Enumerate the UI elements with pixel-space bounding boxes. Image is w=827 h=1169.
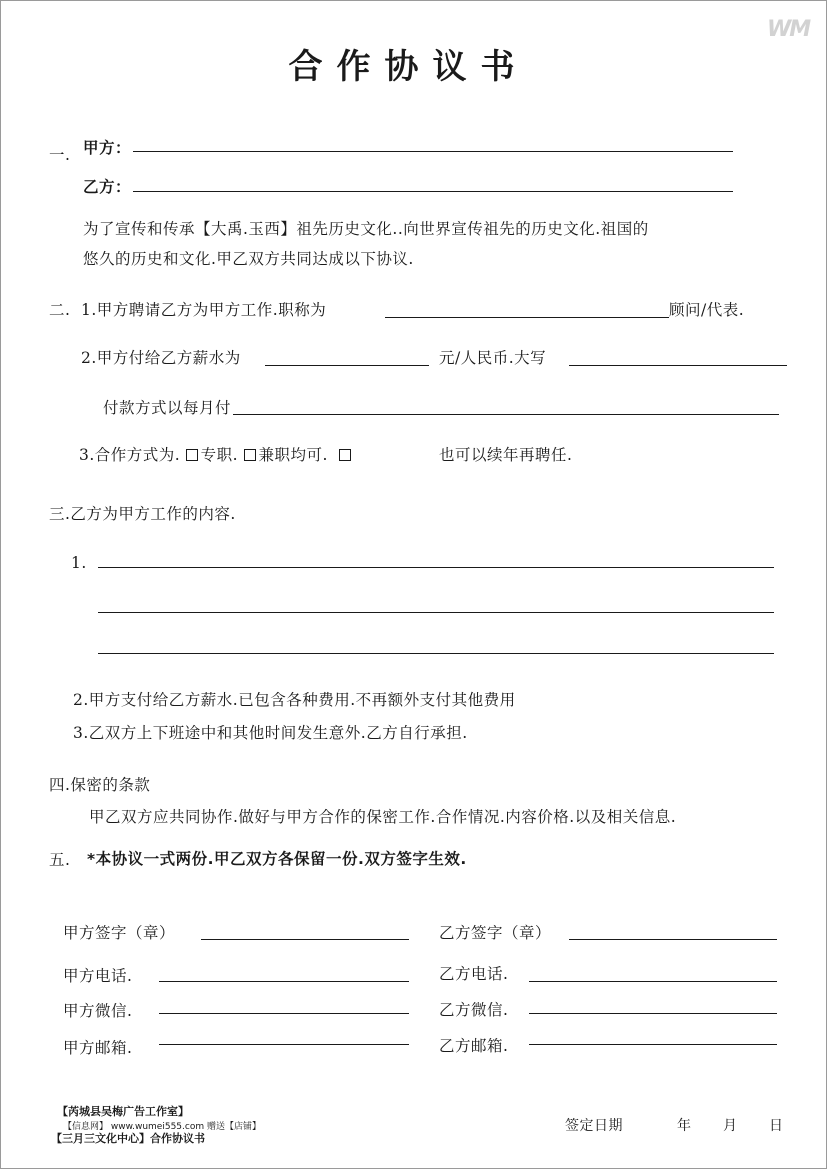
renewal-checkbox[interactable] [339,449,351,461]
work-content-line-1[interactable] [98,567,774,568]
party-b-signature-line[interactable] [569,939,777,940]
intro-line-1: 为了宣传和传承【大禹.玉西】祖先历史文化..向世界宣传祖先的历史文化.祖国的 [83,220,649,238]
party-a-phone-label: 甲方电话. [63,967,133,985]
payment-method-line[interactable] [233,414,779,415]
parttime-checkbox[interactable] [244,449,256,461]
party-b-label: 乙方： [83,178,132,196]
fulltime-option: 专职. [200,446,239,464]
cooperation-mode-text [79,443,354,465]
work-content-line-3[interactable] [98,653,774,654]
party-b-signature-label: 乙方签字（章） [439,924,552,942]
footer-center-name: 【三月三文化中心】合作协议书 [51,1132,205,1145]
salary-uppercase-line[interactable] [569,365,787,366]
party-b-email-line[interactable] [529,1044,777,1045]
party-b-email-label: 乙方邮箱. [439,1037,509,1055]
salary-amount-line[interactable] [265,365,429,366]
fulltime-checkbox[interactable] [186,449,198,461]
section3-heading: 三.乙方为甲方工作的内容. [49,505,236,523]
footer-studio-name: 【芮城县吴梅广告工作室】 [57,1105,189,1118]
party-b-line[interactable] [133,191,733,192]
party-a-phone-line[interactable] [159,981,409,982]
party-a-email-line[interactable] [159,1044,409,1045]
section5-number: 五. [49,851,71,869]
effectivity-clause: *本协议一式两份.甲乙双方各保留一份.双方签字生效. [87,850,467,868]
party-a-wechat-line[interactable] [159,1013,409,1014]
signing-date-year: 年 [677,1118,692,1134]
brand-logo: WM [767,17,810,42]
party-a-wechat-label: 甲方微信. [63,1002,133,1020]
work-content-item-number: 1. [71,554,87,572]
salary-inclusive-clause: 2.甲方支付给乙方薪水.已包含各种费用.不再额外支付其他费用 [73,691,516,709]
party-a-signature-line[interactable] [201,939,409,940]
footer-info-site: 【信息网】 www.wumei555.com 赠送【店铺】 [63,1122,261,1132]
section2-number: 二. [49,301,71,319]
signing-date-month: 月 [723,1118,738,1134]
payment-method-text: 付款方式以每月付 [103,399,232,417]
work-content-line-2[interactable] [98,612,774,613]
party-a-email-label: 甲方邮箱. [63,1039,133,1057]
signing-date-day: 日 [769,1118,784,1134]
parttime-option: 兼职均可. [258,446,328,464]
renewal-option: 也可以续年再聘任. [439,446,573,464]
salary-unit-text: 元/人民币.大写 [439,349,547,367]
section1-number: 一. [49,146,71,164]
accident-clause: 3.乙双方上下班途中和其他时间发生意外.乙方自行承担. [73,724,468,742]
intro-line-2: 悠久的历史和文化.甲乙双方共同达成以下协议. [83,250,414,268]
cooperation-mode-label: 3.合作方式为. [79,446,181,464]
party-b-phone-label: 乙方电话. [439,965,509,983]
document-title: 合作协议书 [288,47,529,87]
salary-clause-text: 2.甲方付给乙方薪水为 [81,349,241,367]
job-title-line[interactable] [385,317,669,318]
confidentiality-clause: 甲乙双方应共同协作.做好与甲方合作的保密工作.合作情况.内容价格.以及相关信息. [89,808,677,826]
party-b-wechat-label: 乙方微信. [439,1001,509,1019]
party-a-signature-label: 甲方签字（章） [63,924,176,942]
party-a-line[interactable] [133,151,733,152]
title-clause-suffix: 顾问/代表. [669,301,745,319]
party-b-wechat-line[interactable] [529,1013,777,1014]
party-b-phone-line[interactable] [529,981,777,982]
party-a-label: 甲方： [83,139,132,157]
signing-date-label: 签定日期 [565,1118,623,1134]
section4-heading: 四.保密的条款 [49,776,151,794]
title-clause-text: 1.甲方聘请乙方为甲方工作.职称为 [81,301,327,319]
